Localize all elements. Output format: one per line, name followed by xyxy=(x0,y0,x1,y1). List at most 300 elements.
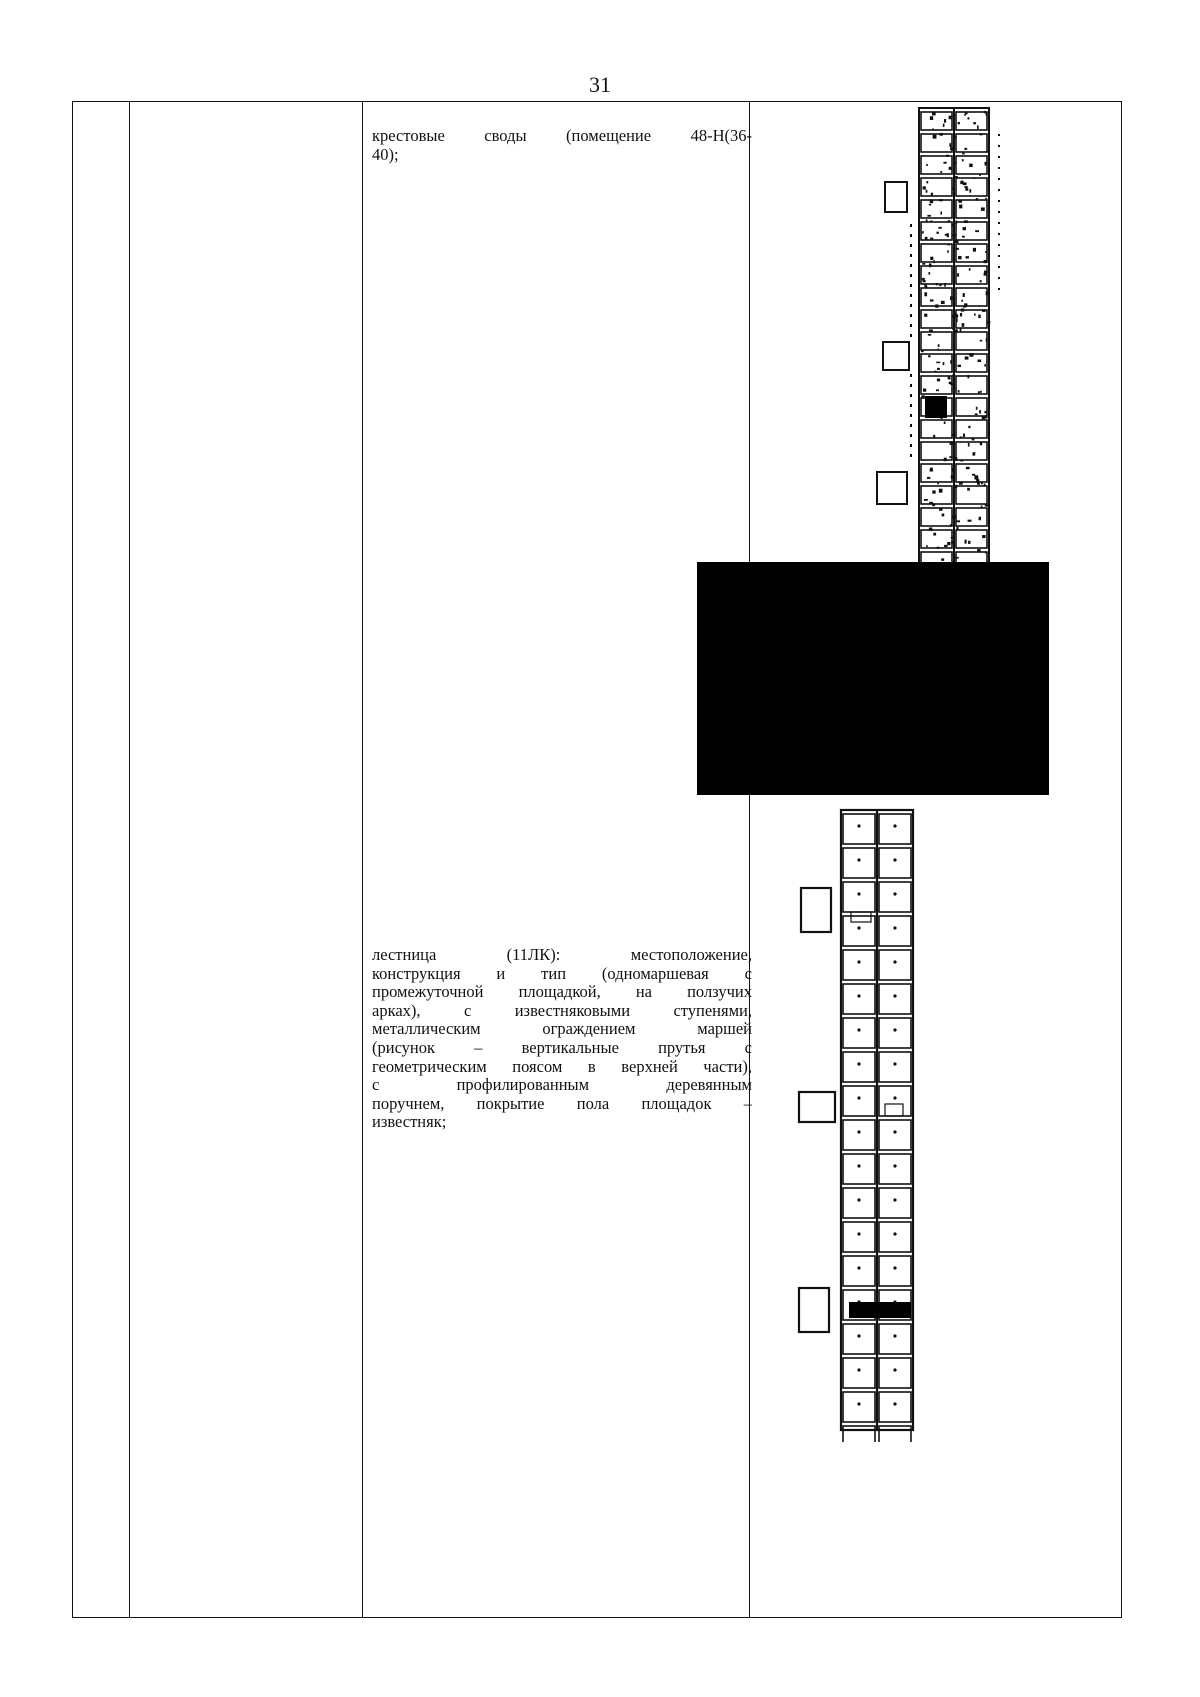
floor-plan-room xyxy=(921,464,952,482)
floor-plan-speck xyxy=(978,360,981,363)
floor-plan-speck xyxy=(967,117,969,119)
floor-plan-speck xyxy=(953,161,956,164)
floor-plan-speck xyxy=(926,190,928,193)
floor-plan-speck xyxy=(950,296,953,300)
floor-plan-dot xyxy=(857,1130,860,1133)
floor-plan-speck xyxy=(936,232,938,234)
floor-plan-room xyxy=(879,984,911,1014)
floor-plan-room xyxy=(956,442,987,460)
text-line: крестовые своды (помещение 48-Н(36- xyxy=(372,126,752,145)
floor-plan-speck xyxy=(948,220,950,222)
floor-plan-room xyxy=(843,916,875,946)
floor-plan-speck xyxy=(937,349,939,351)
floor-plan-speck xyxy=(932,128,934,130)
floor-plan-speck xyxy=(926,164,928,166)
floor-plan-speck xyxy=(936,389,939,391)
floor-plan-room xyxy=(956,530,987,548)
floor-plan-speck xyxy=(954,176,958,178)
floor-plan-speck xyxy=(948,376,950,380)
floor-plan-dot xyxy=(893,824,896,827)
floor-plan-speck xyxy=(963,182,967,185)
floor-plan-room xyxy=(843,1222,875,1252)
floor-plan-dot xyxy=(857,858,860,861)
floor-plan-room xyxy=(843,882,875,912)
floor-plan-speck xyxy=(932,503,935,506)
floor-plan-room xyxy=(921,508,952,526)
floor-plan-speck xyxy=(944,545,947,547)
floor-plan-room xyxy=(879,1324,911,1354)
floor-plan-dot xyxy=(857,1028,860,1031)
floor-plan-speck xyxy=(954,329,958,332)
floor-plan-speck xyxy=(938,344,940,347)
floor-plan-room xyxy=(843,1358,875,1388)
floor-plan-room xyxy=(921,134,952,152)
floor-plan-dot xyxy=(893,1198,896,1201)
floor-plan-speck xyxy=(956,318,958,322)
floor-plan-room xyxy=(956,398,987,416)
floor-plan-room xyxy=(843,1086,875,1116)
floor-plan-dot xyxy=(857,1096,860,1099)
floor-plan-speck xyxy=(984,273,987,276)
floor-plan-room xyxy=(956,266,987,284)
column-divider xyxy=(749,102,750,1617)
floor-plan-speck xyxy=(980,340,982,342)
floor-plan-speck xyxy=(961,300,963,302)
floor-plan-speck xyxy=(924,499,928,501)
floor-plan-speck xyxy=(922,231,924,233)
floor-plan-room xyxy=(843,814,875,844)
floor-plan-speck xyxy=(982,535,985,538)
floor-plan-room xyxy=(921,442,952,460)
floor-plan-speck xyxy=(939,508,943,511)
text-line: арках), с известняковыми ступенями, xyxy=(372,1000,752,1020)
floor-plan-speck xyxy=(938,227,941,229)
floor-plan-speck xyxy=(952,187,955,189)
floor-plan-room xyxy=(956,112,987,130)
floor-plan-speck xyxy=(977,125,979,129)
floor-plan-dot xyxy=(893,1368,896,1371)
floor-plan-speck xyxy=(925,237,928,240)
floor-plan-speck xyxy=(935,304,938,307)
floor-plan-speck xyxy=(956,527,958,530)
floor-plan-speck xyxy=(942,514,945,517)
floor-plan-speck xyxy=(962,236,965,238)
floor-plan-speck xyxy=(979,133,982,135)
floor-plan-speck xyxy=(980,442,982,445)
floor-plan-speck xyxy=(939,489,943,493)
floor-plan-room xyxy=(843,1324,875,1354)
floor-plan-speck xyxy=(985,505,989,507)
floor-plan-speck xyxy=(976,479,979,482)
floor-plan-speck xyxy=(944,119,946,123)
floor-plan-speck xyxy=(930,299,933,301)
floor-plan-image-top xyxy=(871,104,1011,617)
floor-plan-speck xyxy=(929,204,931,206)
floor-plan-speck xyxy=(985,251,987,253)
floor-plan-speck xyxy=(950,441,954,445)
floor-plan-speck xyxy=(950,360,952,364)
floor-plan-speck xyxy=(943,162,946,164)
floor-plan-speck xyxy=(984,260,988,263)
floor-plan-speck xyxy=(949,456,952,458)
floor-plan-speck xyxy=(958,256,962,259)
floor-plan-dot xyxy=(893,1232,896,1235)
floor-plan-speck xyxy=(984,484,986,486)
floor-plan-room xyxy=(921,266,952,284)
floor-plan-dot xyxy=(857,824,860,827)
floor-plan-dot xyxy=(893,1130,896,1133)
document-table xyxy=(72,101,1122,1618)
floor-plan-speck xyxy=(951,475,953,479)
floor-plan-dot xyxy=(857,1062,860,1065)
floor-plan-speck xyxy=(924,314,927,317)
floor-plan-room xyxy=(921,310,952,328)
floor-plan-dot xyxy=(857,1232,860,1235)
floor-plan-speck xyxy=(963,306,967,308)
floor-plan-speck xyxy=(940,171,942,173)
floor-plan-dot xyxy=(893,1062,896,1065)
floor-plan-room xyxy=(956,288,987,306)
floor-plan-speck xyxy=(963,434,965,437)
floor-plan-speck xyxy=(949,143,951,147)
floor-plan-speck xyxy=(960,313,962,316)
cell-text-staircase xyxy=(372,946,752,1132)
text-line: металлическим ограждением маршей xyxy=(372,1019,752,1039)
floor-plan-drawing xyxy=(871,104,1011,612)
floor-plan-speck xyxy=(953,387,955,389)
floor-plan-speck xyxy=(986,291,989,295)
floor-plan-room xyxy=(879,1188,911,1218)
floor-plan-speck xyxy=(955,220,957,224)
floor-plan-speck xyxy=(985,415,988,418)
floor-plan-speck xyxy=(970,353,974,357)
floor-plan-dot xyxy=(857,1266,860,1269)
floor-plan-speck xyxy=(984,411,986,413)
floor-plan-speck xyxy=(926,181,928,183)
floor-plan-room xyxy=(879,1358,911,1388)
floor-plan-speck xyxy=(966,467,970,469)
floor-plan-speck xyxy=(967,488,970,491)
floor-plan-speck xyxy=(977,549,981,552)
floor-plan-speck xyxy=(964,542,966,544)
floor-plan-speck xyxy=(958,122,960,124)
cell-text-vaults xyxy=(372,127,752,164)
floor-plan-dot xyxy=(893,1402,896,1405)
floor-plan-speck xyxy=(956,520,960,522)
floor-plan-speck xyxy=(978,391,980,393)
floor-plan-room xyxy=(843,950,875,980)
floor-plan-speck xyxy=(947,233,949,237)
floor-plan-speck xyxy=(954,485,957,488)
floor-plan-speck xyxy=(958,365,961,367)
floor-plan-speck xyxy=(980,280,982,282)
floor-plan-speck xyxy=(929,263,932,267)
floor-plan-speck xyxy=(962,180,964,182)
floor-plan-speck xyxy=(953,313,956,317)
floor-plan-drawing xyxy=(793,802,933,1442)
floor-plan-room xyxy=(921,486,952,504)
floor-plan-speck xyxy=(930,199,933,203)
floor-plan-dot xyxy=(893,926,896,929)
floor-plan-room xyxy=(843,1188,875,1218)
floor-plan-speck xyxy=(922,263,925,265)
text-line: поручнем, покрытие пола площадок – xyxy=(372,1093,752,1113)
floor-plan-speck xyxy=(937,379,940,382)
floor-plan-speck xyxy=(932,111,936,115)
floor-plan-speck xyxy=(954,457,957,461)
floor-plan-speck xyxy=(965,256,968,258)
floor-plan-dot xyxy=(857,892,860,895)
floor-plan-room xyxy=(956,376,987,394)
floor-plan-speck xyxy=(933,135,937,139)
floor-plan-speck xyxy=(945,234,947,236)
floor-plan-speck xyxy=(943,124,945,127)
floor-plan-speck xyxy=(968,541,970,544)
floor-plan-speck xyxy=(944,421,946,424)
floor-plan-speck xyxy=(972,438,975,441)
floor-plan-speck xyxy=(968,426,970,428)
floor-plan-room xyxy=(843,1256,875,1286)
floor-plan-speck xyxy=(959,205,962,209)
floor-plan-room xyxy=(956,222,987,240)
floor-plan-speck xyxy=(964,186,967,188)
floor-plan-speck xyxy=(984,364,986,366)
floor-plan-speck xyxy=(928,334,931,336)
floor-plan-room xyxy=(843,848,875,878)
floor-plan-speck xyxy=(953,515,956,519)
floor-plan-speck xyxy=(950,147,954,150)
floor-plan-room xyxy=(956,310,987,328)
floor-plan-speck xyxy=(986,338,988,342)
floor-plan-speck xyxy=(930,116,933,120)
floor-plan-speck xyxy=(941,211,943,214)
floor-plan-speck xyxy=(944,283,946,287)
text-line: конструкция и тип (одномаршевая с xyxy=(372,963,752,983)
floor-plan-dot xyxy=(893,1334,896,1337)
floor-plan-speck xyxy=(939,133,942,136)
floor-plan-image-bottom xyxy=(793,802,933,1447)
floor-plan-room xyxy=(843,1120,875,1150)
floor-plan-room xyxy=(879,1426,911,1442)
floor-plan-speck xyxy=(976,198,978,201)
floor-plan-speck xyxy=(961,308,964,311)
floor-plan-speck xyxy=(968,520,972,522)
floor-plan-room xyxy=(956,486,987,504)
floor-plan-speck xyxy=(967,375,969,378)
redacted-block xyxy=(697,562,1049,795)
text-line: 40); xyxy=(372,144,399,164)
floor-plan-room xyxy=(843,984,875,1014)
floor-plan-dot xyxy=(893,1266,896,1269)
floor-plan-speck xyxy=(974,314,976,316)
floor-plan-speck xyxy=(978,315,980,318)
floor-plan-dot xyxy=(857,926,860,929)
floor-plan-speck xyxy=(986,321,990,324)
floor-plan-room xyxy=(956,134,987,152)
floor-plan-speck xyxy=(936,362,940,364)
floor-plan-speck xyxy=(947,542,950,545)
floor-plan-speck xyxy=(968,443,970,447)
floor-plan-room xyxy=(956,464,987,482)
floor-plan-speck xyxy=(921,395,924,398)
floor-plan-room xyxy=(921,156,952,174)
page-number: 31 xyxy=(589,72,611,97)
floor-plan-speck xyxy=(962,153,965,155)
floor-plan-speck xyxy=(947,250,949,253)
floor-plan-speck xyxy=(979,410,981,413)
floor-plan-speck xyxy=(929,527,933,531)
floor-plan-speck xyxy=(947,244,950,246)
floor-plan-room xyxy=(956,332,987,350)
floor-plan-dot xyxy=(893,858,896,861)
floor-plan-speck xyxy=(951,224,953,227)
floor-plan-speck xyxy=(924,284,926,288)
floor-plan-speck xyxy=(950,524,953,527)
floor-plan-room xyxy=(921,288,952,306)
floor-plan-speck xyxy=(985,162,988,166)
floor-plan-room xyxy=(956,420,987,438)
floor-plan-speck xyxy=(927,215,930,217)
floor-plan-speck xyxy=(928,355,931,357)
floor-plan-speck xyxy=(949,116,952,120)
floor-plan-speck xyxy=(963,227,966,230)
floor-plan-dot xyxy=(893,892,896,895)
floor-plan-speck xyxy=(962,323,965,327)
floor-plan-speck xyxy=(921,351,924,353)
floor-plan-speck xyxy=(933,260,935,263)
floor-plan-speck xyxy=(979,517,981,520)
floor-plan-speck xyxy=(939,199,943,201)
column-divider xyxy=(129,102,130,1617)
floor-plan-room xyxy=(879,950,911,980)
floor-plan-speck xyxy=(923,388,926,391)
floor-plan-speck xyxy=(975,230,979,232)
floor-plan-speck xyxy=(960,436,963,438)
text-line: (рисунок – вертикальные прутья с xyxy=(372,1037,752,1057)
floor-plan-speck xyxy=(982,309,986,312)
floor-plan-room xyxy=(879,1018,911,1048)
floor-plan-room xyxy=(843,1426,875,1442)
floor-plan-speck xyxy=(932,490,935,493)
floor-plan-speck xyxy=(962,159,964,161)
floor-plan-speck xyxy=(958,390,960,392)
floor-plan-speck xyxy=(937,483,939,485)
floor-plan-speck xyxy=(957,273,959,276)
floor-plan-speck xyxy=(937,547,940,549)
floor-plan-room xyxy=(921,332,952,350)
floor-plan-speck xyxy=(952,234,955,236)
floor-plan-speck xyxy=(953,115,955,119)
floor-plan-room xyxy=(843,1154,875,1184)
floor-plan-speck xyxy=(974,452,976,455)
floor-plan-speck xyxy=(934,371,936,373)
floor-plan-speck xyxy=(952,434,955,436)
floor-plan-speck xyxy=(954,136,956,139)
floor-plan-speck xyxy=(951,537,954,539)
text-line: с профилированным деревянным xyxy=(372,1075,752,1095)
floor-plan-speck xyxy=(923,186,926,189)
floor-plan-speck xyxy=(956,248,958,250)
floor-plan-speck xyxy=(963,293,965,297)
floor-plan-speck xyxy=(950,381,952,384)
floor-plan-speck xyxy=(949,167,952,170)
floor-plan-speck xyxy=(930,238,933,240)
floor-plan-speck xyxy=(975,413,978,415)
floor-plan-speck xyxy=(926,545,928,547)
floor-plan-speck xyxy=(960,460,963,462)
floor-plan-speck xyxy=(936,283,938,285)
floor-plan-speck xyxy=(976,407,978,410)
floor-plan-speck xyxy=(930,221,933,223)
floor-plan-dot xyxy=(893,1096,896,1099)
floor-plan-speck xyxy=(974,475,978,479)
floor-plan-dot xyxy=(857,1368,860,1371)
floor-plan-room xyxy=(879,1086,911,1116)
floor-plan-speck xyxy=(964,148,967,150)
floor-plan-room xyxy=(879,848,911,878)
floor-plan-speck xyxy=(985,151,989,153)
floor-plan-speck xyxy=(986,113,988,116)
floor-plan-speck xyxy=(929,329,933,331)
floor-plan-speck xyxy=(981,482,983,484)
floor-plan-room xyxy=(956,178,987,196)
floor-plan-speck xyxy=(985,198,987,200)
text-line: известняк; xyxy=(372,1112,447,1132)
floor-plan-speck xyxy=(930,257,933,260)
floor-plan-speck xyxy=(965,188,968,191)
floor-plan-speck xyxy=(955,557,959,559)
floor-plan-speck xyxy=(969,189,971,193)
floor-plan-speck xyxy=(931,193,933,196)
floor-plan-speck xyxy=(937,368,940,370)
floor-plan-speck xyxy=(969,164,972,167)
floor-plan-room xyxy=(879,1392,911,1422)
floor-plan-speck xyxy=(985,551,987,553)
floor-plan-dot xyxy=(893,1028,896,1031)
floor-plan-dot xyxy=(893,1164,896,1167)
floor-plan-speck xyxy=(922,278,924,281)
floor-plan-speck xyxy=(951,541,954,544)
floor-plan-speck xyxy=(933,533,936,536)
floor-plan-room xyxy=(843,1052,875,1082)
text-line: лестница (11ЛК): местоположение, xyxy=(372,945,752,964)
floor-plan-speck xyxy=(927,477,930,479)
floor-plan-speck xyxy=(943,362,945,365)
floor-plan-room xyxy=(879,1154,911,1184)
floor-plan-room xyxy=(879,1052,911,1082)
text-line: промежуточной площадкой, на ползучих xyxy=(372,982,752,1002)
floor-plan-room xyxy=(879,1222,911,1252)
floor-plan-dot xyxy=(857,960,860,963)
floor-plan-dot xyxy=(893,994,896,997)
floor-plan-dot xyxy=(857,1334,860,1337)
floor-plan-speck xyxy=(965,112,968,114)
floor-plan-speck xyxy=(964,220,968,223)
floor-plan-speck xyxy=(930,468,933,472)
floor-plan-room xyxy=(921,244,952,262)
floor-plan-speck xyxy=(946,155,949,157)
floor-plan-room xyxy=(879,814,911,844)
text-line: геометрическим поясом в верхней части), xyxy=(372,1056,752,1076)
floor-plan-room xyxy=(879,1120,911,1150)
floor-plan-speck xyxy=(941,558,944,560)
floor-plan-dot xyxy=(857,994,860,997)
floor-plan-speck xyxy=(980,391,982,393)
floor-plan-speck xyxy=(933,435,935,438)
floor-plan-speck xyxy=(952,375,955,377)
floor-plan-speck xyxy=(973,178,975,180)
column-divider xyxy=(362,102,363,1617)
